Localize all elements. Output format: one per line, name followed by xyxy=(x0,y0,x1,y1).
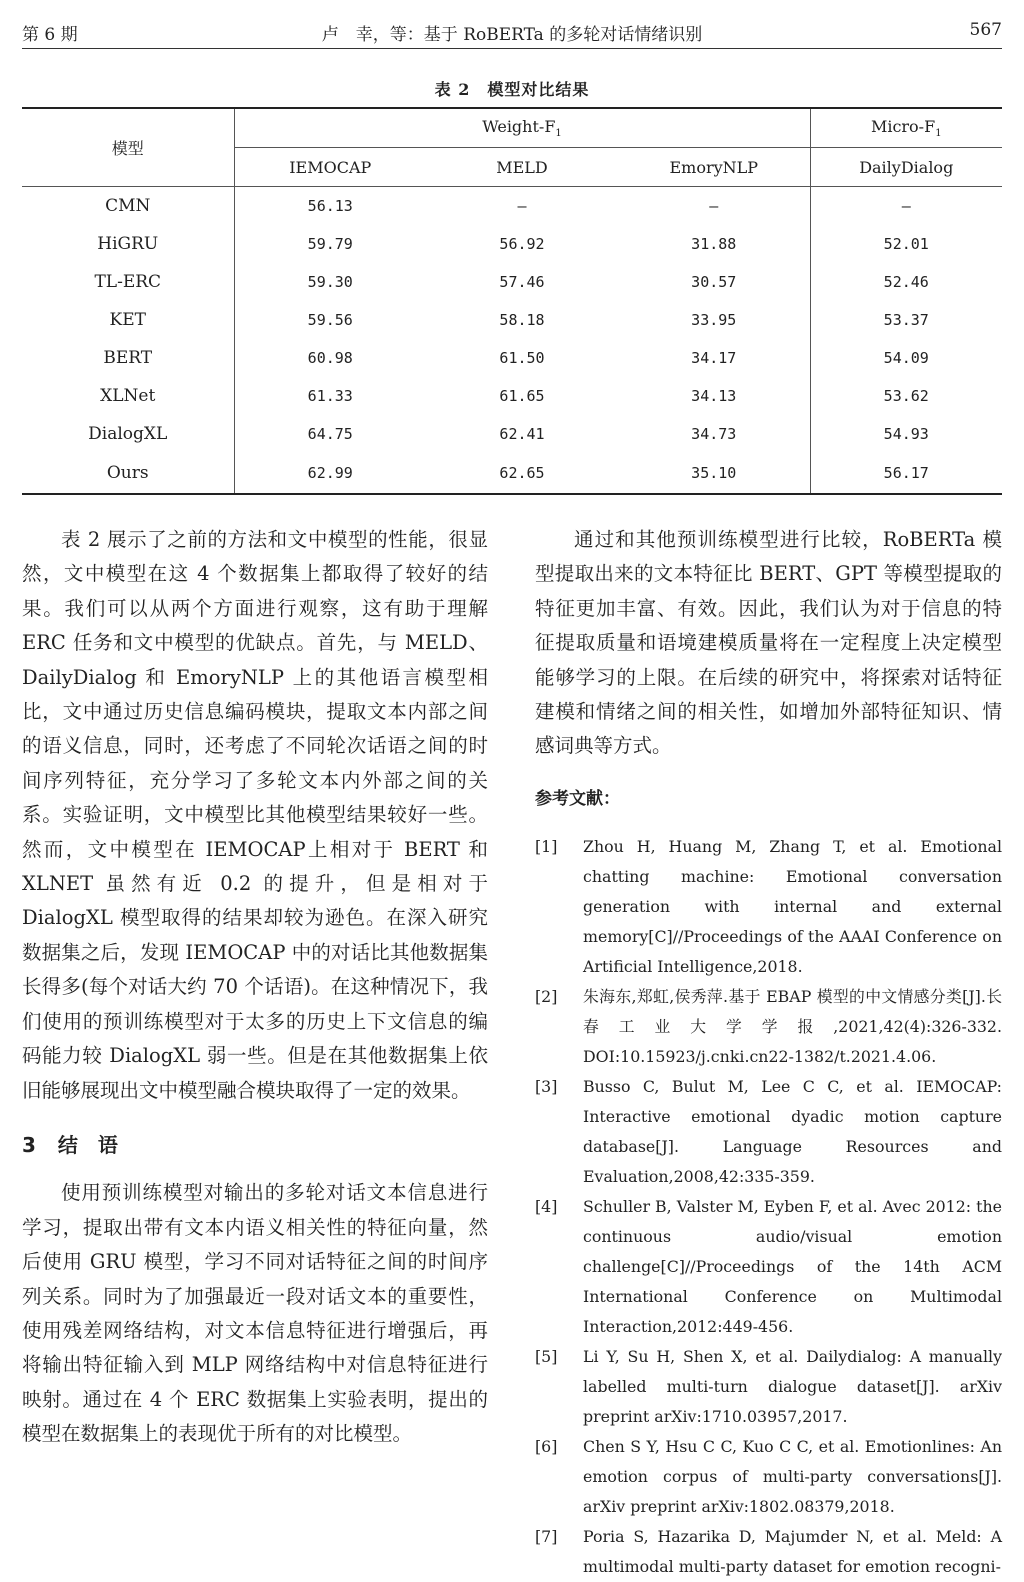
section-number: 3 xyxy=(22,1132,36,1157)
score-cell: — xyxy=(901,197,911,215)
score-cell: 59.30 xyxy=(307,273,353,291)
score-cell: 53.62 xyxy=(883,387,929,405)
reference-text: Busso C, Bulut M, Lee C C, et al. IEMOCAP: Interactive emotional dyadic motion capture database[J]. Language Resources and Evaluation,2008,42:335-359. xyxy=(583,1077,1002,1187)
reference-text: Li Y, Su H, Shen X, et al. Dailydialog: A manually labelled multi-turn dialogue dataset[J]. arXiv preprint arXiv:1710.03957,2017. xyxy=(583,1347,1002,1427)
weight-f1-label: Weight-F xyxy=(482,116,556,136)
issue-label: 第 6 期 xyxy=(22,25,78,45)
model-column-header: 模型 xyxy=(22,108,234,187)
reference-item xyxy=(535,1072,1002,1192)
micro-f1-label: Micro-F xyxy=(870,116,936,136)
score-cell: — xyxy=(618,187,810,226)
model-name: DialogXL xyxy=(22,415,234,453)
reference-text: Schuller B, Valster M, Eyben F, et al. Avec 2012: the continuous audio/visual emotion challenge[C]//Proceedings of the 14th ACM International Conference on Multimodal Interaction,2012:449-456. xyxy=(583,1197,1002,1337)
reference-number: [1] xyxy=(535,837,558,857)
model-name: CMN xyxy=(22,187,234,226)
table-row xyxy=(22,301,1002,339)
table-row xyxy=(22,339,1002,377)
reference-number: [7] xyxy=(535,1527,558,1547)
score-cell: 56.92 xyxy=(499,235,545,253)
score-cell: 35.10 xyxy=(618,453,810,494)
score-cell: 61.50 xyxy=(499,349,545,367)
page-header xyxy=(22,18,1002,49)
score-cell: 60.98 xyxy=(307,349,353,367)
reference-item xyxy=(535,1432,1002,1522)
model-name: XLNet xyxy=(22,377,234,415)
running-title: 卢 幸，等：基于 RoBERTa 的多轮对话情绪识别 xyxy=(321,25,703,45)
model-name: TL-ERC xyxy=(22,263,234,301)
reference-number: [6] xyxy=(535,1437,558,1457)
score-cell: 34.73 xyxy=(618,415,810,453)
score-cell: 61.33 xyxy=(307,387,353,405)
score-cell: 59.56 xyxy=(307,311,353,329)
score-cell: 58.18 xyxy=(499,311,545,329)
reference-text: Chen S Y, Hsu C C, Kuo C C, et al. Emotionlines: An emotion corpus of multi-party conversations[J]. arXiv preprint arXiv:1802.08379,2018. xyxy=(583,1437,1002,1517)
table-row xyxy=(22,187,1002,226)
score-cell: — xyxy=(517,197,527,215)
model-name: KET xyxy=(22,301,234,339)
dataset-header: MELD xyxy=(426,148,618,187)
table-caption: 表 2 模型对比结果 xyxy=(434,80,590,99)
table-row xyxy=(22,415,1002,453)
reference-list xyxy=(535,832,1002,1582)
score-cell: 61.65 xyxy=(499,387,545,405)
reference-text: Poria S, Hazarika D, Majumder N, et al. Meld: A multimodal multi-party dataset for emotion recogni- xyxy=(583,1527,1002,1577)
table-row xyxy=(22,453,1002,494)
score-cell: 62.65 xyxy=(426,453,618,494)
micro-f1-group-header xyxy=(810,108,1002,148)
reference-text: 朱海东,郑虹,侯秀萍.基于 EBAP 模型的中文情感分类[J].长春工业大学学报,2021,42(4):326-332. DOI:10.15923/j.cnki.cn22-1382/t.2021.4.06. xyxy=(583,987,1002,1067)
reference-item xyxy=(535,1192,1002,1342)
score-cell: 34.13 xyxy=(618,377,810,415)
reference-number: [2] xyxy=(535,987,558,1007)
dataset-header: IEMOCAP xyxy=(234,148,426,187)
references-title: 参考文献： xyxy=(535,788,620,809)
score-cell: 52.46 xyxy=(883,273,929,291)
reference-item xyxy=(535,1342,1002,1432)
reference-text: Zhou H, Huang M, Zhang T, et al. Emotional chatting machine: Emotional conversation generation with internal and external memory[C]//Proceedings of the AAAI Conference on Artificial Intelligence,2018. xyxy=(583,837,1002,977)
left-column xyxy=(22,523,488,1452)
page-number: 567 xyxy=(969,20,1002,40)
discussion-paragraph: 表 2 展示了之前的方法和文中模型的性能，很显然，文中模型在这 4 个数据集上都取得了较好的结果。我们可以从两个方面进行观察，这有助于理解 ERC 任务和文中模型的优缺点。首先，与 MELD、DailyDialog 和 EmoryNLP 上的其他语言模型相比，文中通过历史信息编码模块，提取文本内部之间的语义信息，同时，还考虑了不同轮次话语之间的时间序列特征，充分学习了多轮文本内外部之间的关系。实验证明，文中模型比其他模型结果较好一些。然而，文中模型在 IEMOCAP上相对于 BERT 和 XLNET 虽然有近 0.2 的提升，但是相对于 DialogXL 模型取得的结果却较为逊色。在深入研究数据集之后，发现 IEMOCAP 中的对话比其他数据集长得多(每个对话大约 70 个话语)。在这种情况下，我们使用的预训练模型对于太多的历史上下文信息的编码能力较 DialogXL 弱一些。但是在其他数据集上依旧能够展现出文中模型融合模块取得了一定的效果。 xyxy=(22,528,488,1102)
score-cell: 52.01 xyxy=(883,235,929,253)
score-cell: 57.46 xyxy=(499,273,545,291)
conclusion-paragraph: 使用预训练模型对输出的多轮对话文本信息进行学习，提取出带有文本内语义相关性的特征向量，然后使用 GRU 模型，学习不同对话特征之间的时间序列关系。同时为了加强最近一段对话文本的重要性，使用残差网络结构，对文本信息特征进行增强后，再将输出特征输入到 MLP 网络结构中对信息特征进行映射。通过在 4 个 ERC 数据集上实验表明，提出的模型在数据集上的表现优于所有的对比模型。 xyxy=(22,1181,488,1446)
results-table xyxy=(22,107,1002,495)
reference-item xyxy=(535,982,1002,1072)
right-column xyxy=(535,523,1002,1582)
score-cell: 54.09 xyxy=(883,349,929,367)
table-row xyxy=(22,225,1002,263)
section-title: 结 语 xyxy=(57,1132,118,1157)
conclusion-continued-paragraph: 通过和其他预训练模型进行比较，RoBERTa 模型提取出来的文本特征比 BERT、GPT 等模型提取的特征更加丰富、有效。因此，我们认为对于信息的特征提取质量和语境建模质量将在一定程度上决定模型能够学习的上限。在后续的研究中，将探索对话特征建模和情绪之间的相关性，如增加外部特征知识、情感词典等方式。 xyxy=(535,528,1002,758)
score-cell: 64.75 xyxy=(307,425,353,443)
table-row xyxy=(22,377,1002,415)
score-cell: 56.13 xyxy=(307,197,353,215)
score-cell: 62.41 xyxy=(499,425,545,443)
score-cell: 34.17 xyxy=(618,339,810,377)
reference-number: [4] xyxy=(535,1197,558,1217)
section-heading xyxy=(22,1128,488,1162)
micro-f1-subscript: 1 xyxy=(935,128,942,140)
dataset-header: EmoryNLP xyxy=(618,148,810,187)
score-cell: 30.57 xyxy=(618,263,810,301)
score-cell: 33.95 xyxy=(618,301,810,339)
reference-item xyxy=(535,1522,1002,1582)
model-name: BERT xyxy=(22,339,234,377)
score-cell: 54.93 xyxy=(883,425,929,443)
weight-f1-subscript: 1 xyxy=(555,128,562,140)
reference-number: [3] xyxy=(535,1077,558,1097)
score-cell: 62.99 xyxy=(234,453,426,494)
dataset-header: DailyDialog xyxy=(810,148,1002,187)
reference-item xyxy=(535,832,1002,982)
score-cell: 53.37 xyxy=(883,311,929,329)
score-cell: 31.88 xyxy=(618,225,810,263)
reference-number: [5] xyxy=(535,1347,558,1367)
model-name: Ours xyxy=(22,453,234,494)
table-row xyxy=(22,263,1002,301)
weight-f1-group-header xyxy=(234,108,810,148)
score-cell: 59.79 xyxy=(307,235,353,253)
score-cell: 56.17 xyxy=(810,453,1002,494)
model-name: HiGRU xyxy=(22,225,234,263)
